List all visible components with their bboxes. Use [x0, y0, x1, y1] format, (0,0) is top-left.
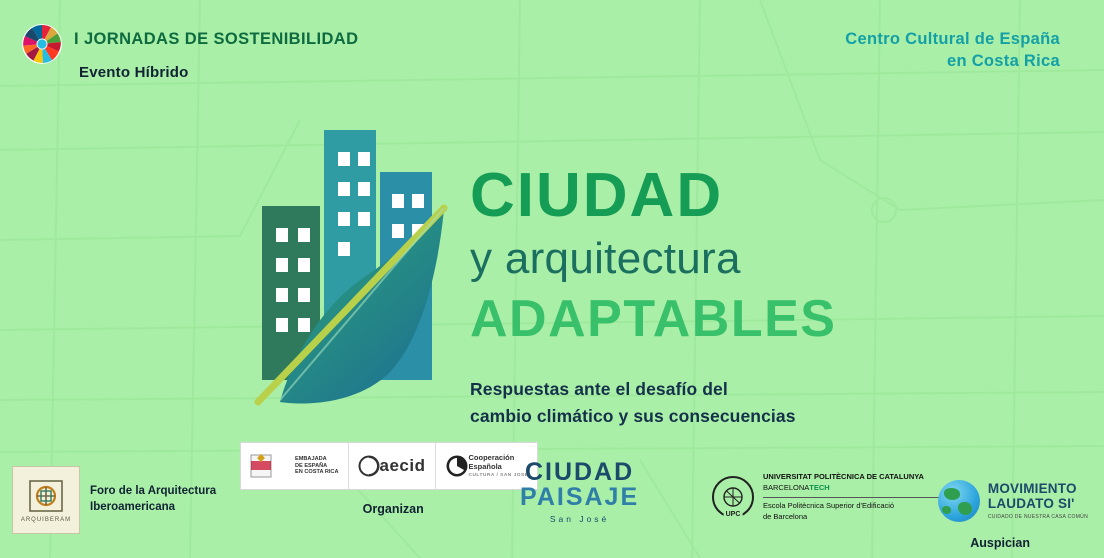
cooperacion-mark-icon [445, 454, 469, 478]
embajada-espana-logo [241, 443, 349, 489]
sdg-wheel-icon [22, 24, 62, 64]
city-leaf-logo [240, 110, 500, 420]
ciudad-paisaje-logo [520, 458, 640, 524]
title-adaptables: ADAPTABLES [470, 290, 837, 348]
header [0, 0, 1104, 100]
upc-line-2a: BARCELONA [763, 483, 810, 493]
laudato-line-2: LAUDATO SI' [987, 495, 1075, 511]
laudato-si-logo-block [938, 480, 1088, 522]
arquiberam-caption-line-1: Foro de la Arquitectura [90, 485, 217, 498]
laudato-line-3: CUIDADO DE NUESTRA CASA COMÚN [987, 513, 1088, 520]
organizan-block [240, 442, 538, 516]
upc-mark-label: UPC [725, 510, 741, 518]
laudato-line-1: MOVIMIENTO [987, 481, 1077, 497]
upc-line-1: UNIVERSITAT POLITÈCNICA DE CATALUNYA [763, 472, 924, 481]
upc-line-3: Escola Politècnica Superior d'Edificació [763, 500, 895, 510]
auspician-label: Auspician [970, 536, 1030, 550]
title-ciudad: CIUDAD [470, 161, 724, 230]
ciudad-paisaje-line-1: CIUDAD [524, 458, 635, 487]
cooperacion-line-1: Cooperación [468, 453, 515, 463]
globe-icon [938, 480, 980, 522]
arquiberam-mark-icon [26, 477, 66, 515]
arquiberam-caption [90, 484, 216, 515]
upc-line-4: de Barcelona [763, 511, 808, 521]
upc-line-2b: TECH [809, 483, 830, 493]
venue-name [845, 28, 1060, 73]
embajada-line-2: DE ESPAÑA [295, 462, 328, 469]
arquiberam-logo-block [12, 466, 216, 534]
aecid-mark-icon [358, 455, 380, 477]
upc-mark-icon [712, 476, 754, 518]
arquiberam-caption-line-2: Iberoamericana [90, 501, 176, 513]
embajada-text [295, 456, 339, 477]
organizan-logos [240, 442, 538, 490]
title-arquitectura: y arquitectura [470, 234, 741, 283]
event-title: I JORNADAS DE SOSTENIBILIDAD [74, 30, 359, 48]
arquiberam-logo [12, 466, 80, 534]
event-format: Evento Híbrido [79, 64, 189, 82]
organizan-label: Organizan [362, 502, 424, 516]
upc-line-2 [763, 482, 953, 493]
embajada-line-3: EN COSTA RICA [295, 469, 339, 476]
aecid-wordmark: aecid [379, 456, 426, 475]
laudato-si-text [988, 482, 1088, 519]
cooperacion-line-2: Española [468, 462, 502, 472]
subtitle-description [470, 376, 1070, 429]
main-titles [470, 161, 1070, 429]
upc-text [763, 471, 953, 522]
subtitle-line-2: cambio climático y sus consecuencias [470, 405, 796, 426]
footer [0, 448, 1104, 558]
escudo-espana-icon [250, 452, 290, 480]
arquiberam-wordmark: ARQUIBERAM [20, 517, 72, 523]
venue-line-2: en Costa Rica [946, 52, 1060, 71]
embajada-line-1: EMBAJADA [295, 455, 327, 462]
upc-divider [763, 497, 953, 498]
ciudad-paisaje-line-3: San José [549, 514, 610, 524]
subtitle-line-1: Respuestas ante el desafío del [470, 379, 728, 400]
venue-line-1: Centro Cultural de España [845, 30, 1060, 48]
cooperacion-line-3: CULTURA / SAN JOSÉ [468, 473, 529, 479]
aecid-logo [349, 443, 436, 489]
header-left-text [74, 30, 358, 81]
ciudad-paisaje-line-2: PAISAJE [520, 483, 640, 511]
upc-logo-block [712, 471, 953, 522]
